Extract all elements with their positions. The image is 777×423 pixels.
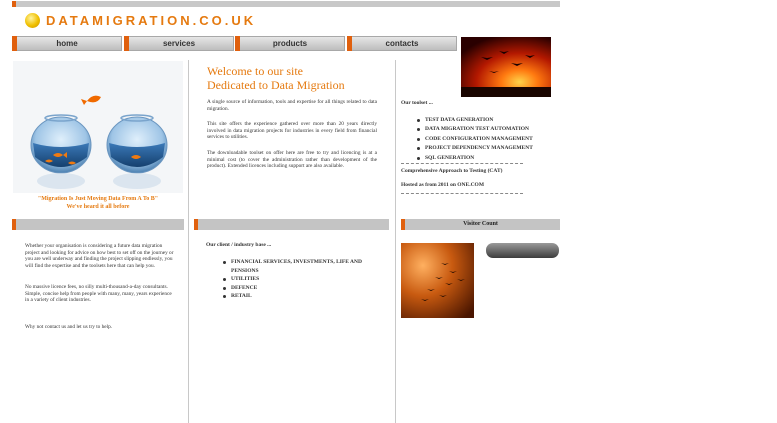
dashed-divider xyxy=(401,163,523,164)
sunset-image xyxy=(461,37,551,97)
nav-label: contacts xyxy=(385,39,419,48)
welcome-title: Welcome to our site xyxy=(207,64,304,78)
toolset-item[interactable]: TEST DATA GENERATION xyxy=(425,116,533,125)
column-divider-left xyxy=(188,60,189,423)
nav-tick xyxy=(124,36,129,51)
hero-caption xyxy=(13,195,183,211)
client-list xyxy=(231,258,371,301)
toolset-list xyxy=(425,116,533,163)
goldfish-bowls-drawing xyxy=(13,61,183,193)
nav-label: products xyxy=(272,39,308,48)
nav-tick xyxy=(347,36,352,51)
dashed-divider xyxy=(401,193,523,194)
toolset-item[interactable]: CODE CONFIGURATION MANAGEMENT xyxy=(425,135,533,144)
toolset-item[interactable]: PROJECT DEPENDENCY MANAGEMENT xyxy=(425,144,533,153)
welcome-subtitle: Dedicated to Data Migration xyxy=(207,78,345,92)
toolset-item[interactable]: SQL GENERATION xyxy=(425,154,533,163)
column-divider-right xyxy=(395,60,396,423)
nav-label: home xyxy=(56,39,78,48)
client-base-label: Our client / industry base ... xyxy=(206,242,272,248)
client-item: RETAIL xyxy=(231,292,371,301)
section-bar-middle xyxy=(194,219,389,230)
header-top-bar xyxy=(12,1,560,7)
nav-tick xyxy=(12,36,17,51)
nav-home[interactable] xyxy=(12,36,122,51)
birds-sunset-image xyxy=(401,243,474,318)
cat-text: Comprehensive Approach to Testing (CAT) xyxy=(401,168,503,174)
toolset-label: Our toolset ... xyxy=(401,100,433,106)
hero-caption-quote: "Migration Is Just Moving Data From A To B" xyxy=(37,196,159,202)
hosted-text: Hosted as from 2011 on ONE.COM xyxy=(401,182,485,188)
sunset-drawing xyxy=(461,37,551,97)
section-bar-visitor xyxy=(401,219,560,230)
site-logo[interactable] xyxy=(25,10,256,30)
nav-products[interactable] xyxy=(235,36,345,51)
intro-paragraph: A single source of information, tools and expertise for all things related to data migration. xyxy=(207,99,377,112)
header-accent-tick xyxy=(12,1,16,7)
visitor-count-label: Visitor Count xyxy=(463,221,498,227)
advice-paragraph: Whether your organisation is considering a future data migration project and looking for advice on how best to set off on the journey or you are well underway and finding the project slipping endlessly, you will find the expertise and the toolsets here that can help you. xyxy=(25,243,174,269)
experience-paragraph: This site offers the experience gathered over more than 20 years directly involved in data migration projects for industries in every field from financial services to utilities. xyxy=(207,121,377,141)
pricing-paragraph: No massive licence fees, no silly multi-thousand-a-day consultants. Simple, concise help from people with many, many, years experience in a variety of client industries. xyxy=(25,284,172,304)
logo-text: DATAMIGRATION.CO.UK xyxy=(46,12,257,28)
welcome-heading xyxy=(207,64,377,92)
goldfish-bowls-image xyxy=(13,61,183,193)
nav-contacts[interactable] xyxy=(347,36,457,51)
visitor-counter-button[interactable] xyxy=(486,243,559,258)
client-item: FINANCIAL SERVICES, INVESTMENTS, LIFE AND PENSIONS xyxy=(231,258,371,275)
toolset-item[interactable]: DATA MIGRATION TEST AUTOMATION xyxy=(425,125,533,134)
nav-label: services xyxy=(162,39,196,48)
nav-services[interactable] xyxy=(124,36,234,51)
licence-paragraph: The downloadable toolset on offer here are free to try and licencing is at a minimal cost (to cover the administration rather than development of the product). Extended licences including support are also available. xyxy=(207,150,377,170)
section-accent-tick xyxy=(194,219,198,230)
client-item: UTILITIES xyxy=(231,275,371,284)
logo-ball-icon xyxy=(25,13,40,28)
birds-drawing xyxy=(401,243,474,318)
hero-caption-subline: We've heard it all before xyxy=(66,204,130,210)
client-item: DEFENCE xyxy=(231,284,371,293)
section-bar-left xyxy=(12,219,184,230)
contact-paragraph: Why not contact us and let us try to help. xyxy=(25,324,113,330)
section-accent-tick xyxy=(12,219,16,230)
nav-tick xyxy=(235,36,240,51)
